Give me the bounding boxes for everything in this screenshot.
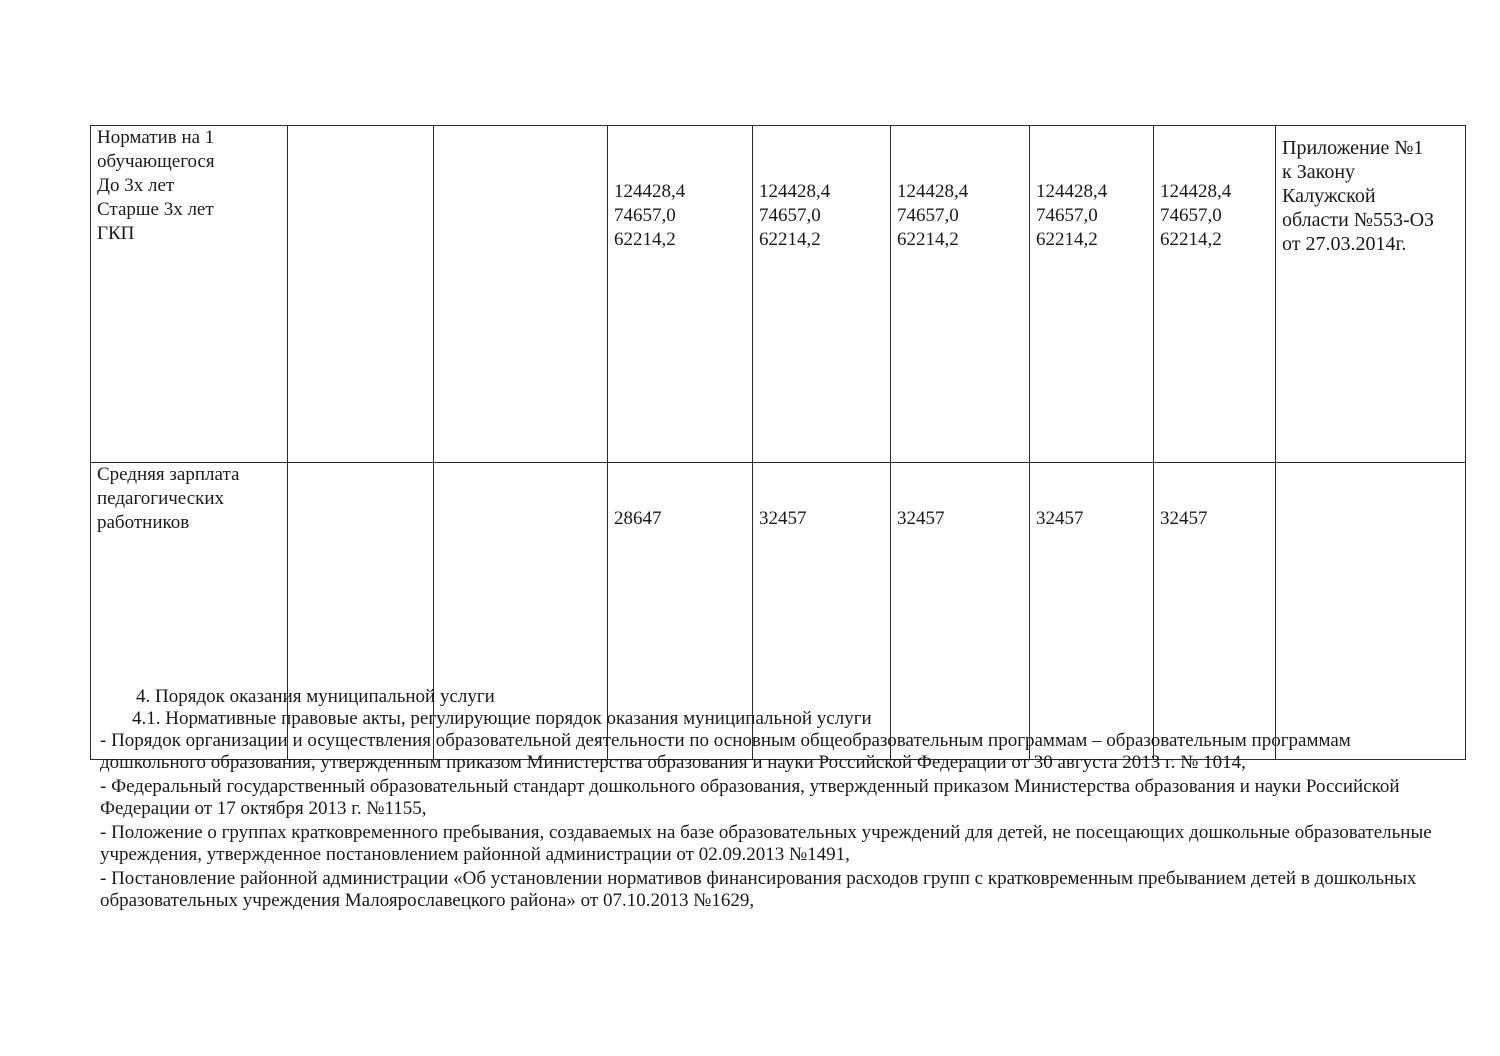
section-text bbox=[100, 686, 1440, 912]
row-label-line: Норматив на 1 bbox=[97, 127, 215, 148]
value-cell bbox=[891, 126, 1030, 463]
section-subheading: 4.1. Нормативные правовые акты, регулирующие порядок оказания муниципальной услуги bbox=[132, 708, 872, 729]
value-line: 62214,2 bbox=[1036, 229, 1098, 250]
value-line: 124428,4 bbox=[759, 181, 831, 202]
value-line: 74657,0 bbox=[897, 205, 959, 226]
note-line: к Закону bbox=[1282, 161, 1356, 183]
value-line: 124428,4 bbox=[897, 181, 969, 202]
data-table bbox=[90, 125, 1466, 760]
value-line: 74657,0 bbox=[1160, 205, 1222, 226]
value-line: 32457 bbox=[1160, 508, 1208, 529]
value-line: 124428,4 bbox=[1036, 181, 1108, 202]
value-line: 124428,4 bbox=[614, 181, 686, 202]
value-line: 62214,2 bbox=[759, 229, 821, 250]
value-line: 74657,0 bbox=[759, 205, 821, 226]
section-heading: 4. Порядок оказания муниципальной услуги bbox=[136, 686, 495, 707]
row-label-line: педагогических bbox=[97, 488, 225, 509]
value-line: 124428,4 bbox=[1160, 181, 1232, 202]
value-line: 74657,0 bbox=[1036, 205, 1098, 226]
list-item: - Порядок организации и осуществления образовательной деятельности по основным общеобразовательным программам – образовательным программам дошкольного образования, утвержденным приказом Министерства образования и науки Российской Федерации от 30 августа 2013 г. № 1014, bbox=[100, 730, 1351, 773]
value-line: 28647 bbox=[614, 508, 662, 529]
list-item: - Постановление районной администрации «Об установлении нормативов финансирования расходов групп с кратковременным пребыванием детей в дошкольных образовательных учреждения Малоярославецкого района» от 07.10.2013 №1629, bbox=[100, 868, 1417, 911]
row-label-line: ГКП bbox=[97, 223, 135, 244]
table-row bbox=[91, 126, 1466, 463]
row-label-line: Средняя зарплата bbox=[97, 464, 240, 485]
value-line: 32457 bbox=[1036, 508, 1084, 529]
list-item: - Федеральный государственный образовательный стандарт дошкольного образования, утвержденный приказом Министерства образования и науки Российской Федерации от 17 октября 2013 г. №1155, bbox=[100, 776, 1400, 819]
row-label-line: До 3х лет bbox=[97, 175, 175, 196]
note-cell bbox=[1276, 126, 1466, 463]
note-line: области №553-ОЗ bbox=[1282, 209, 1435, 231]
note-line: Калужской bbox=[1282, 185, 1376, 207]
value-line: 74657,0 bbox=[614, 205, 676, 226]
value-cell bbox=[1154, 126, 1276, 463]
empty-cell bbox=[434, 126, 608, 463]
row-label-line: обучающегося bbox=[97, 151, 215, 172]
value-cell bbox=[753, 126, 891, 463]
value-line: 32457 bbox=[897, 508, 945, 529]
value-cell bbox=[608, 126, 753, 463]
row-label-line: работников bbox=[97, 512, 190, 533]
value-line: 62214,2 bbox=[897, 229, 959, 250]
list-item: - Положение о группах кратковременного пребывания, создаваемых на базе образовательных учреждений для детей, не посещающих дошкольные образовательные учреждения, утвержденное постановлением районной администрации от 02.09.2013 №1491, bbox=[100, 822, 1432, 865]
value-line: 62214,2 bbox=[614, 229, 676, 250]
row-label-line: Старше 3х лет bbox=[97, 199, 214, 220]
value-cell bbox=[1030, 126, 1154, 463]
value-line: 32457 bbox=[759, 508, 807, 529]
note-line: Приложение №1 bbox=[1282, 137, 1424, 159]
row-label-cell bbox=[91, 126, 288, 463]
note-line: от 27.03.2014г. bbox=[1282, 233, 1407, 255]
empty-cell bbox=[288, 126, 434, 463]
value-line: 62214,2 bbox=[1160, 229, 1222, 250]
